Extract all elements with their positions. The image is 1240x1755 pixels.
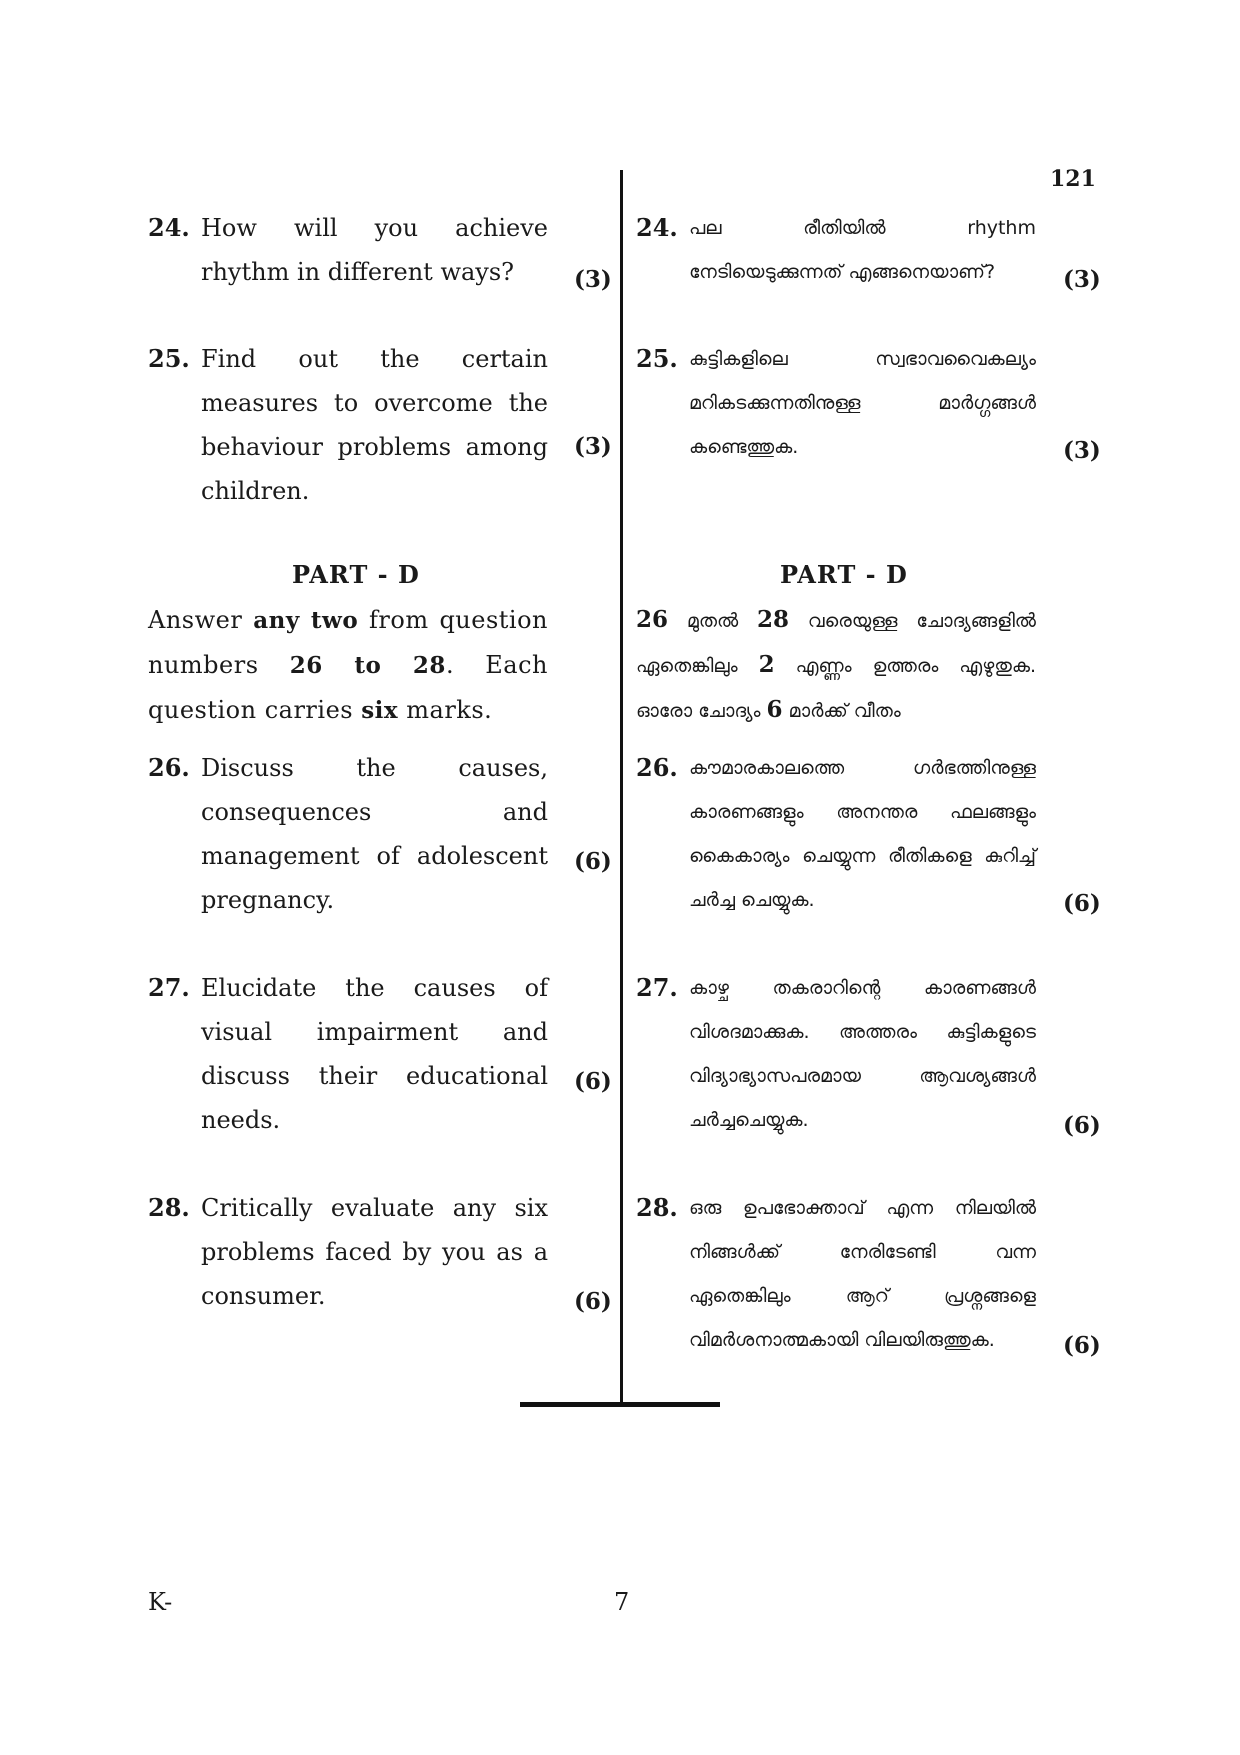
end-rule: [520, 1402, 720, 1407]
question-marks: (6): [574, 848, 612, 875]
page-code: 121: [1050, 166, 1096, 192]
question-marks: (6): [1063, 890, 1101, 917]
question-text: കൗമാരകാലത്തെ ഗർഭത്തിനുള്ള കാരണങ്ങളും അനന്തര ഫലങ്ങളും കൈകാര്യം ചെയ്യുന്ന രീതികളെ കുറിച്ച് ചർച്ച ചെയ്യുക.: [689, 757, 1036, 911]
question-text: Elucidate the causes of visual impairment and discuss their educational needs.: [201, 974, 548, 1134]
question-text: Critically evaluate any six problems faced by you as a consumer.: [201, 1194, 548, 1310]
question-text: How will you achieve rhythm in different ways?: [201, 214, 548, 286]
question-text: ഒരു ഉപഭോക്താവ് എന്ന നിലയിൽ നിങ്ങൾക്ക് നേരിടേണ്ടി വന്ന ഏതെങ്കിലും ആറ് പ്രശ്നങ്ങളെ വിമർശനാത്മകായി വിലയിരുത്തുക.: [689, 1197, 1036, 1351]
question-text: കാഴ്ച തകരാറിന്റെ കാരണങ്ങൾ വിശദമാക്കുക. അത്തരം കുട്ടികളുടെ വിദ്യാഭ്യാസപരമായ ആവശ്യങ്ങൾ ചർച്ചചെയ്യുക.: [689, 977, 1036, 1131]
instructions-ml: 26 മുതൽ 28 വരെയുള്ള ചോദ്യങ്ങളിൽ ഏതെങ്കിലും 2 എണ്ണം ഉത്തരം എഴുതുക. ഓരോ ചോദ്യം 6 മാർക്ക് വീതം: [636, 606, 1036, 723]
question-number: 25.: [148, 344, 190, 373]
question-text: പല രീതിയിൽ rhythm നേടിയെടുക്കുന്നത് എങ്ങനെയാണ്?: [689, 217, 1036, 283]
column-divider: [620, 170, 623, 1405]
footer-code: K-: [148, 1588, 173, 1616]
question-text: Discuss the causes, consequences and management of adolescent pregnancy.: [201, 754, 548, 914]
part-title-ml: PART - D: [780, 560, 908, 589]
question-number: 28.: [148, 1193, 190, 1222]
page-number: 7: [614, 1588, 630, 1616]
part-title-en: PART - D: [292, 560, 420, 589]
question-number: 27.: [636, 973, 678, 1002]
question-number: 24.: [148, 213, 190, 242]
question-number: 25.: [636, 344, 678, 373]
question-marks: (3): [1063, 266, 1101, 293]
question-marks: (6): [1063, 1112, 1101, 1139]
question-marks: (3): [1063, 437, 1101, 464]
question-number: 24.: [636, 213, 678, 242]
question-number: 26.: [636, 753, 678, 782]
question-text: Find out the certain measures to overcome the behaviour problems among children.: [201, 345, 548, 505]
question-number: 26.: [148, 753, 190, 782]
question-number: 28.: [636, 1193, 678, 1222]
question-marks: (6): [574, 1068, 612, 1095]
instructions-en: Answer any two from question numbers 26 to 28. Each question carries six marks.: [148, 606, 549, 724]
question-number: 27.: [148, 973, 190, 1002]
question-marks: (6): [1063, 1332, 1101, 1359]
question-marks: (6): [574, 1288, 612, 1315]
question-text: കുട്ടികളിലെ സ്വഭാവവൈകല്യം മറികടക്കുന്നതിനുള്ള മാർഗ്ഗങ്ങൾ കണ്ടെത്തുക.: [689, 348, 1036, 458]
question-marks: (3): [574, 266, 612, 293]
question-marks: (3): [574, 433, 612, 460]
